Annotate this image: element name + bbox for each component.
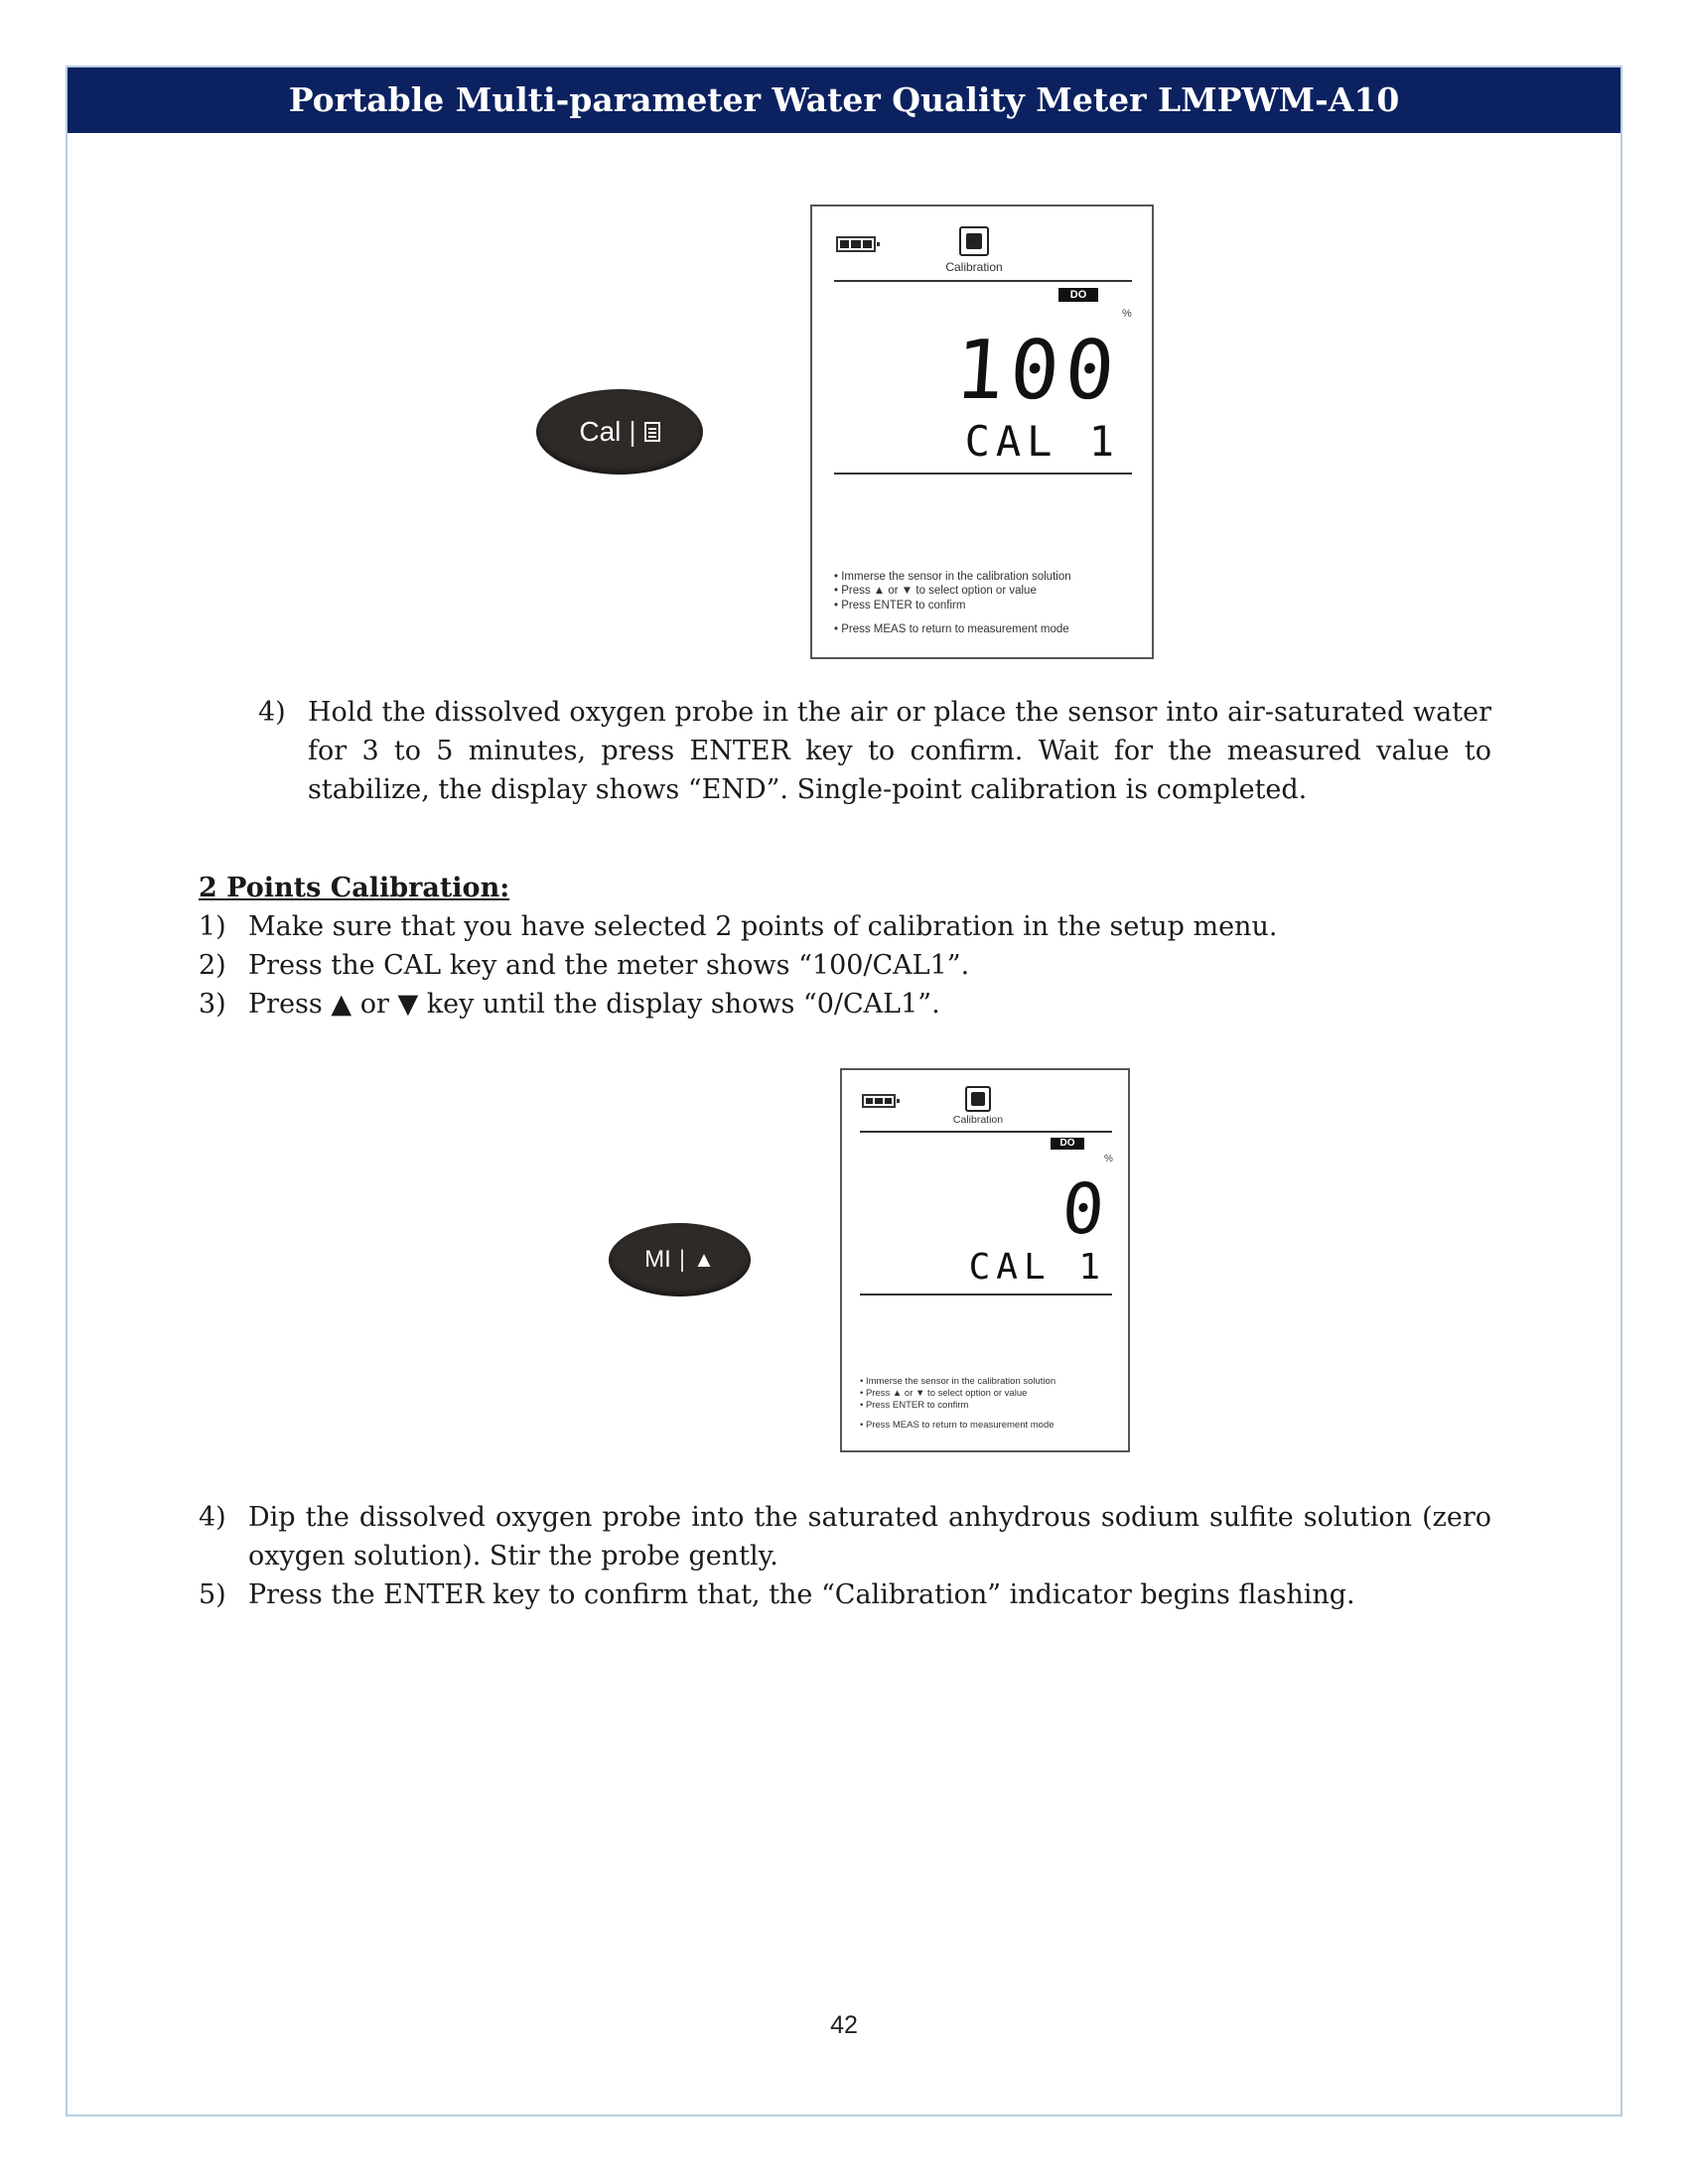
- calibration-icon: [959, 226, 989, 256]
- step-text: Hold the dissolved oxygen probe in the air or place the sensor into air-saturated water for 3 to 5 minutes, press ENTER key to confirm. Wait for the measured value to stabilize, the display shows “END”. Single-point calibration is completed.: [308, 697, 1491, 805]
- step-number: 4): [199, 1502, 226, 1533]
- calibration-mode: CAL 1: [964, 417, 1120, 466]
- up-arrow-icon: ▲: [693, 1247, 715, 1272]
- key-separator: |: [629, 416, 636, 447]
- cal-key-label: Cal: [579, 416, 622, 447]
- lcd-display-calibration-100: [810, 205, 1154, 659]
- hint-line: • Press ENTER to confirm: [860, 1399, 969, 1411]
- page-number: 42: [830, 2011, 858, 2039]
- step-number: 2): [199, 950, 226, 981]
- measured-value: 100: [951, 324, 1124, 418]
- calibration-mode: CAL 1: [968, 1247, 1106, 1288]
- step-text: Dip the dissolved oxygen probe into the saturated anhydrous sodium sulfite solution (zero oxygen solution). Stir the probe gently.: [248, 1502, 1491, 1571]
- hint-line: • Immerse the sensor in the calibration solution: [834, 571, 1071, 583]
- parameter-badge: DO: [1051, 1138, 1084, 1150]
- display-divider-bottom: [860, 1294, 1112, 1296]
- step-number: 3): [199, 989, 226, 1020]
- cal-key-button: [536, 389, 703, 475]
- hint-line: • Press MEAS to return to measurement mode: [860, 1419, 1055, 1431]
- step-number: 5): [199, 1579, 226, 1610]
- measured-value: 0: [1058, 1168, 1113, 1250]
- mi-up-key-button: [609, 1223, 751, 1297]
- calibration-indicator: Calibration: [952, 1114, 1004, 1126]
- hint-line: • Immerse the sensor in the calibration solution: [860, 1376, 1056, 1387]
- battery-icon: [836, 236, 876, 252]
- display-divider-top: [860, 1131, 1112, 1133]
- section-heading: 2 Points Calibration:: [199, 873, 510, 903]
- calibration-indicator: Calibration: [945, 260, 1003, 274]
- unit-label: %: [1104, 1154, 1113, 1164]
- step-text: Press the CAL key and the meter shows “100/CAL1”.: [248, 950, 970, 981]
- key-separator: |: [678, 1246, 686, 1273]
- step-text: Press ▲ or ▼ key until the display shows “0/CAL1”.: [248, 989, 940, 1020]
- parameter-badge: DO: [1058, 288, 1098, 302]
- step-two-point-2: [199, 946, 1491, 985]
- step-text: Press the ENTER key to confirm that, the “Calibration” indicator begins flashing.: [248, 1579, 1355, 1610]
- display-instructions: [860, 1376, 1055, 1432]
- hint-line: • Press ▲ or ▼ to select option or value: [860, 1387, 1028, 1399]
- calibration-icon: [965, 1086, 991, 1112]
- display-divider-top: [834, 280, 1132, 282]
- lcd-display-calibration-0: [840, 1068, 1130, 1452]
- hint-line: • Press MEAS to return to measurement mode: [834, 623, 1069, 636]
- step-text: Make sure that you have selected 2 points of calibration in the setup menu.: [248, 911, 1278, 942]
- step-number: 1): [199, 911, 226, 942]
- step-number: 4): [258, 697, 286, 728]
- mi-key-label: MI: [644, 1246, 671, 1273]
- battery-icon: [862, 1094, 896, 1108]
- step-two-point-3: [199, 985, 1491, 1024]
- document-icon: [644, 422, 660, 442]
- step-two-point-5: [199, 1575, 1491, 1614]
- step-two-point-1: [199, 907, 1491, 946]
- step-two-point-4: [199, 1498, 1491, 1575]
- page-header: Portable Multi-parameter Water Quality Meter LMPWM-A10: [68, 68, 1620, 133]
- step-single-4: [258, 693, 1491, 809]
- display-instructions: [834, 570, 1071, 637]
- hint-line: • Press ▲ or ▼ to select option or value: [834, 585, 1037, 598]
- hint-line: • Press ENTER to confirm: [834, 599, 966, 612]
- display-divider-bottom: [834, 473, 1132, 475]
- unit-label: %: [1122, 308, 1132, 320]
